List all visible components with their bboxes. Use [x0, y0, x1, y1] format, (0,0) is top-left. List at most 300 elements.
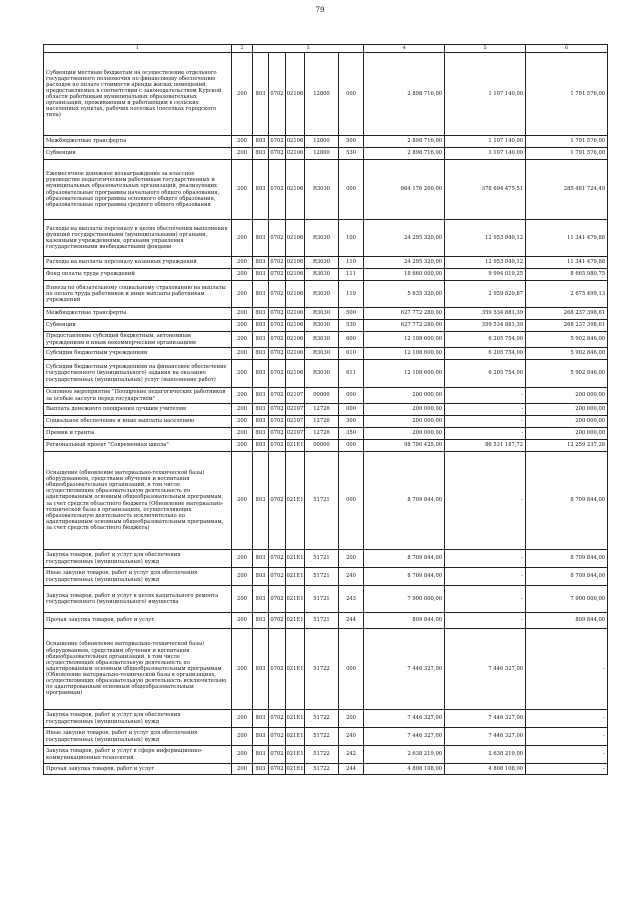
code-direction: 12726 — [305, 404, 339, 416]
code-ved: 803 — [253, 348, 269, 360]
code-gr: 200 — [232, 360, 253, 388]
value-executed: 2 638 219,00 — [445, 746, 526, 764]
header-col-3: 3 — [253, 45, 364, 53]
header-col-5: 5 — [445, 45, 526, 53]
row-description: Расходы на выплаты персоналу казенных учреждений — [44, 257, 232, 269]
code-gr: 200 — [232, 320, 253, 332]
code-program: 021E1 — [286, 452, 305, 550]
code-section: 0702 — [269, 257, 286, 269]
row-description: Субсидии бюджетным учреждениям на финансовое обеспечение государственного (муниципального) задания на оказание государственных (муниципальных) услуг (выполнение работ) — [44, 360, 232, 388]
code-program: 021E1 — [286, 550, 305, 568]
value-remaining: 11 341 479,88 — [526, 257, 608, 269]
table-row — [44, 629, 608, 710]
table-row — [44, 764, 608, 775]
value-executed: - — [445, 452, 526, 550]
code-section: 0702 — [269, 136, 286, 148]
code-program: 021E1 — [286, 613, 305, 629]
value-executed: 1 107 140,00 — [445, 53, 526, 136]
code-gr: 200 — [232, 586, 253, 613]
value-planned: 24 295 320,00 — [364, 220, 445, 257]
value-planned: 200 000,00 — [364, 388, 445, 404]
value-planned: 664 176 200,00 — [364, 160, 445, 220]
code-ved: 803 — [253, 320, 269, 332]
code-vr: 000 — [339, 629, 364, 710]
code-vr: 610 — [339, 348, 364, 360]
code-section: 0702 — [269, 764, 286, 775]
code-ved: 803 — [253, 613, 269, 629]
page-number: 79 — [315, 6, 325, 14]
value-planned: 7 446 327,00 — [364, 629, 445, 710]
value-executed: 12 953 840,12 — [445, 220, 526, 257]
code-vr: 000 — [339, 452, 364, 550]
table-row — [44, 281, 608, 308]
value-remaining: 1 791 576,00 — [526, 53, 608, 136]
value-planned: 12 108 600,00 — [364, 348, 445, 360]
row-description: Закупка товаров, работ и услуг для обеспечения государственных (муниципальных) нужд — [44, 710, 232, 728]
value-remaining: 268 237 398,61 — [526, 308, 608, 320]
code-vr: 000 — [339, 404, 364, 416]
row-description: Оснащение (обновление материально-технической базы) оборудованием, средствами обучения и воспитания общеобразовательных организаций, в том числе осуществляющих образовательную деятельность по адаптированным основным общеобразовательным программам (Обновление материально-технической базы в организациях, осуществляющих образовательную деятельность исключительно по адаптированным основным общеобразовательным программам) — [44, 629, 232, 710]
code-vr: 000 — [339, 440, 364, 452]
code-direction: 51722 — [305, 728, 339, 746]
table-row — [44, 550, 608, 568]
code-gr: 200 — [232, 416, 253, 428]
code-ved: 803 — [253, 404, 269, 416]
code-program: 021E1 — [286, 440, 305, 452]
code-program: 02106 — [286, 332, 305, 348]
value-remaining: 285 481 724,49 — [526, 160, 608, 220]
code-vr: 100 — [339, 220, 364, 257]
value-planned: 4 808 108,00 — [364, 764, 445, 775]
code-direction: 00000 — [305, 388, 339, 404]
value-planned: 98 790 425,00 — [364, 440, 445, 452]
code-gr: 200 — [232, 568, 253, 586]
value-executed: 86 531 187,72 — [445, 440, 526, 452]
value-executed: 359 534 881,39 — [445, 320, 526, 332]
code-program: 02106 — [286, 269, 305, 281]
code-vr: 530 — [339, 320, 364, 332]
row-description: Региональный проект "Современная школа" — [44, 440, 232, 452]
value-remaining: 200 000,00 — [526, 416, 608, 428]
code-vr: 000 — [339, 160, 364, 220]
code-ved: 803 — [253, 728, 269, 746]
code-section: 0702 — [269, 440, 286, 452]
value-planned: 200 000,00 — [364, 404, 445, 416]
code-gr: 200 — [232, 136, 253, 148]
code-vr: 110 — [339, 257, 364, 269]
code-direction: 51721 — [305, 568, 339, 586]
code-vr: 500 — [339, 308, 364, 320]
code-section: 0702 — [269, 629, 286, 710]
code-direction: R3030 — [305, 160, 339, 220]
code-ved: 803 — [253, 148, 269, 160]
code-direction: R3030 — [305, 320, 339, 332]
code-program: 02106 — [286, 53, 305, 136]
code-ved: 803 — [253, 257, 269, 269]
code-program: 02106 — [286, 320, 305, 332]
code-ved: 803 — [253, 136, 269, 148]
value-planned: 8 709 844,00 — [364, 568, 445, 586]
value-remaining: 12 259 237,28 — [526, 440, 608, 452]
value-executed: 7 446 327,00 — [445, 629, 526, 710]
code-section: 0702 — [269, 710, 286, 728]
table-row — [44, 332, 608, 348]
code-vr: 243 — [339, 586, 364, 613]
code-program: 021E1 — [286, 568, 305, 586]
code-direction: R3030 — [305, 257, 339, 269]
code-direction: 51722 — [305, 710, 339, 728]
code-section: 0702 — [269, 269, 286, 281]
row-description: Прочая закупка товаров, работ и услуг — [44, 613, 232, 629]
code-direction: 51721 — [305, 550, 339, 568]
row-description: Субвенции — [44, 320, 232, 332]
code-vr: 200 — [339, 710, 364, 728]
code-gr: 200 — [232, 613, 253, 629]
code-vr: 300 — [339, 416, 364, 428]
code-section: 0702 — [269, 452, 286, 550]
code-ved: 803 — [253, 360, 269, 388]
value-executed: - — [445, 568, 526, 586]
row-description: Ежемесячное денежное вознаграждение за классное руководство педагогическим работникам государственных и муниципальных образовательных организаций, реализующих образовательные программы начального общего образования, образовательные программы основного общего образования, образовательные программы среднего общего образования — [44, 160, 232, 220]
code-section: 0702 — [269, 332, 286, 348]
code-gr: 200 — [232, 764, 253, 775]
row-description: Основное мероприятие "Поощрение педагогических работников за особые заслуги перед государством" — [44, 388, 232, 404]
value-planned: 8 709 844,00 — [364, 452, 445, 550]
value-planned: 809 844,00 — [364, 613, 445, 629]
header-col-1: 1 — [44, 45, 232, 53]
code-ved: 803 — [253, 160, 269, 220]
code-program: 021E1 — [286, 629, 305, 710]
code-ved: 803 — [253, 269, 269, 281]
value-remaining: 8 709 844,00 — [526, 452, 608, 550]
code-gr: 200 — [232, 348, 253, 360]
code-gr: 200 — [232, 281, 253, 308]
table-row — [44, 710, 608, 728]
code-gr: 200 — [232, 160, 253, 220]
code-section: 0702 — [269, 148, 286, 160]
code-gr: 200 — [232, 332, 253, 348]
table-row — [44, 257, 608, 269]
code-section: 0702 — [269, 160, 286, 220]
code-section: 0702 — [269, 388, 286, 404]
code-program: 02106 — [286, 148, 305, 160]
table-row — [44, 360, 608, 388]
value-remaining: 1 791 576,00 — [526, 148, 608, 160]
table-row — [44, 220, 608, 257]
code-section: 0702 — [269, 404, 286, 416]
code-program: 021E1 — [286, 586, 305, 613]
value-remaining: 7 900 000,00 — [526, 586, 608, 613]
code-vr: 200 — [339, 550, 364, 568]
table-row — [44, 746, 608, 764]
value-executed: 1 107 140,00 — [445, 148, 526, 160]
code-direction: 51721 — [305, 613, 339, 629]
code-vr: 000 — [339, 53, 364, 136]
value-remaining: 5 902 846,00 — [526, 348, 608, 360]
value-planned: 7 446 327,00 — [364, 710, 445, 728]
value-remaining: 8 665 980,75 — [526, 269, 608, 281]
code-ved: 803 — [253, 308, 269, 320]
code-ved: 803 — [253, 746, 269, 764]
code-section: 0702 — [269, 613, 286, 629]
code-vr: 244 — [339, 764, 364, 775]
code-gr: 200 — [232, 269, 253, 281]
table-row — [44, 728, 608, 746]
code-section: 0702 — [269, 53, 286, 136]
table-row — [44, 308, 608, 320]
code-vr: 242 — [339, 746, 364, 764]
code-section: 0702 — [269, 728, 286, 746]
value-executed: 4 808 108,00 — [445, 764, 526, 775]
code-section: 0702 — [269, 360, 286, 388]
value-executed: 6 205 754,00 — [445, 360, 526, 388]
code-vr: 244 — [339, 613, 364, 629]
code-section: 0702 — [269, 281, 286, 308]
table-row — [44, 452, 608, 550]
value-planned: 2 898 716,00 — [364, 148, 445, 160]
table-row — [44, 613, 608, 629]
code-vr: 611 — [339, 360, 364, 388]
table-row — [44, 440, 608, 452]
table-row — [44, 348, 608, 360]
row-description: Иные закупки товаров, работ и услуг для обеспечения государственных (муниципальных) нужд — [44, 728, 232, 746]
value-remaining: 8 709 844,00 — [526, 550, 608, 568]
row-description: Субсидии бюджетным учреждениям — [44, 348, 232, 360]
code-section: 0702 — [269, 428, 286, 440]
code-ved: 803 — [253, 220, 269, 257]
code-gr: 200 — [232, 629, 253, 710]
code-direction: R3030 — [305, 308, 339, 320]
code-direction: R3030 — [305, 269, 339, 281]
code-section: 0702 — [269, 746, 286, 764]
header-col-4: 4 — [364, 45, 445, 53]
code-section: 0702 — [269, 320, 286, 332]
table-row — [44, 136, 608, 148]
value-remaining: 5 902 846,00 — [526, 332, 608, 348]
row-description: Премии и гранты — [44, 428, 232, 440]
code-direction: 12726 — [305, 428, 339, 440]
code-program: 021E1 — [286, 746, 305, 764]
code-gr: 200 — [232, 428, 253, 440]
code-direction: 51722 — [305, 764, 339, 775]
value-executed: 359 534 881,39 — [445, 308, 526, 320]
table-row — [44, 568, 608, 586]
value-executed: - — [445, 416, 526, 428]
table-row — [44, 320, 608, 332]
code-direction: 00000 — [305, 440, 339, 452]
code-program: 02107 — [286, 404, 305, 416]
value-remaining: 5 902 846,00 — [526, 360, 608, 388]
code-program: 02106 — [286, 136, 305, 148]
row-description: Расходы на выплаты персоналу в целях обеспечения выполнения функций государственными (муниципальными) органами, казенными учреждениями, органами управления государственными внебюджетными фондами — [44, 220, 232, 257]
value-planned: 200 000,00 — [364, 428, 445, 440]
value-executed: 1 107 140,00 — [445, 136, 526, 148]
code-ved: 803 — [253, 586, 269, 613]
header-col-6: 6 — [526, 45, 608, 53]
value-remaining: - — [526, 629, 608, 710]
code-program: 021E1 — [286, 710, 305, 728]
code-section: 0702 — [269, 308, 286, 320]
table-row — [44, 404, 608, 416]
value-remaining: - — [526, 746, 608, 764]
code-program: 02106 — [286, 220, 305, 257]
code-ved: 803 — [253, 550, 269, 568]
table-row — [44, 53, 608, 136]
row-description: Межбюджетные трансферты — [44, 308, 232, 320]
code-vr: 240 — [339, 728, 364, 746]
code-ved: 803 — [253, 332, 269, 348]
value-planned: 12 108 600,00 — [364, 360, 445, 388]
code-gr: 200 — [232, 440, 253, 452]
code-gr: 200 — [232, 710, 253, 728]
code-ved: 803 — [253, 388, 269, 404]
code-direction: 51721 — [305, 452, 339, 550]
value-remaining: 200 000,00 — [526, 388, 608, 404]
code-section: 0702 — [269, 348, 286, 360]
value-executed: - — [445, 613, 526, 629]
code-gr: 200 — [232, 452, 253, 550]
code-program: 02106 — [286, 308, 305, 320]
value-remaining: 1 791 576,00 — [526, 136, 608, 148]
value-executed: 7 446 327,00 — [445, 710, 526, 728]
code-vr: 240 — [339, 568, 364, 586]
code-direction: 51722 — [305, 746, 339, 764]
code-section: 0702 — [269, 220, 286, 257]
table-row — [44, 269, 608, 281]
code-program: 02106 — [286, 257, 305, 269]
value-planned: 627 772 280,00 — [364, 320, 445, 332]
table-row — [44, 160, 608, 220]
header-col-2: 2 — [232, 45, 253, 53]
code-vr: 350 — [339, 428, 364, 440]
code-ved: 803 — [253, 440, 269, 452]
code-direction: R3030 — [305, 360, 339, 388]
code-gr: 200 — [232, 404, 253, 416]
table-row — [44, 416, 608, 428]
code-direction: 12800 — [305, 136, 339, 148]
value-executed: 2 959 820,87 — [445, 281, 526, 308]
code-ved: 803 — [253, 568, 269, 586]
budget-table — [43, 44, 608, 775]
value-remaining: 200 000,00 — [526, 428, 608, 440]
value-planned: 2 898 716,00 — [364, 53, 445, 136]
value-planned: 24 295 320,00 — [364, 257, 445, 269]
table-header-row — [44, 45, 608, 53]
code-gr: 200 — [232, 746, 253, 764]
code-program: 02107 — [286, 416, 305, 428]
code-program: 02106 — [286, 360, 305, 388]
value-planned: 8 709 844,00 — [364, 550, 445, 568]
value-planned: 18 660 000,00 — [364, 269, 445, 281]
value-executed: 6 205 754,00 — [445, 332, 526, 348]
row-description: Закупка товаров, работ и услуг в сфере информационно-коммуникационных технологий — [44, 746, 232, 764]
code-direction: R3030 — [305, 332, 339, 348]
value-executed: 7 446 327,00 — [445, 728, 526, 746]
code-direction: 51721 — [305, 586, 339, 613]
row-description: Закупка товаров, работ и услуг для обеспечения государственных (муниципальных) нужд — [44, 550, 232, 568]
value-planned: 2 638 219,00 — [364, 746, 445, 764]
table-row — [44, 586, 608, 613]
row-description: Выплата денежного поощрения лучшим учителям — [44, 404, 232, 416]
row-description: Субвенции — [44, 148, 232, 160]
value-planned: 5 635 320,00 — [364, 281, 445, 308]
code-ved: 803 — [253, 452, 269, 550]
code-ved: 803 — [253, 629, 269, 710]
value-remaining: 11 341 479,88 — [526, 220, 608, 257]
code-vr: 530 — [339, 148, 364, 160]
row-description: Оснащение (обновление материально-технической базы) оборудованием, средствами обучения и воспитания общеобразовательных организаций, в том числе осуществляющих образовательную деятельность по адаптированным основным общеобразовательным программам, за счет средств областного бюджета (Обновление материально-технической базы в организациях, осуществляющих образовательную деятельность исключительно по адаптированным основным общеобразовательным программам, за счет средств областного бюджета) — [44, 452, 232, 550]
code-program: 02107 — [286, 388, 305, 404]
value-planned: 7 900 000,00 — [364, 586, 445, 613]
value-remaining: 809 844,00 — [526, 613, 608, 629]
code-gr: 200 — [232, 148, 253, 160]
code-vr: 000 — [339, 388, 364, 404]
value-executed: 12 953 840,12 — [445, 257, 526, 269]
code-vr: 111 — [339, 269, 364, 281]
row-description: Взносы по обязательному социальному страхованию на выплаты по оплате труда работников и иные выплаты работникам учреждений — [44, 281, 232, 308]
table-row — [44, 148, 608, 160]
code-direction: 12800 — [305, 53, 339, 136]
row-description: Предоставление субсидий бюджетным, автономным учреждениям и иным некоммерческим организациям — [44, 332, 232, 348]
value-remaining: 200 000,00 — [526, 404, 608, 416]
code-gr: 200 — [232, 53, 253, 136]
value-executed: - — [445, 550, 526, 568]
table-row — [44, 428, 608, 440]
value-executed: - — [445, 586, 526, 613]
value-remaining: - — [526, 710, 608, 728]
row-description: Фонд оплаты труда учреждений — [44, 269, 232, 281]
code-vr: 600 — [339, 332, 364, 348]
value-remaining: 8 709 844,00 — [526, 568, 608, 586]
code-direction: 12800 — [305, 148, 339, 160]
value-remaining: 2 675 499,13 — [526, 281, 608, 308]
code-ved: 803 — [253, 764, 269, 775]
code-ved: 803 — [253, 710, 269, 728]
code-gr: 200 — [232, 308, 253, 320]
code-section: 0702 — [269, 568, 286, 586]
value-executed: - — [445, 404, 526, 416]
code-ved: 803 — [253, 416, 269, 428]
code-program: 02106 — [286, 281, 305, 308]
code-gr: 200 — [232, 220, 253, 257]
code-section: 0702 — [269, 550, 286, 568]
value-executed: 6 205 754,00 — [445, 348, 526, 360]
value-planned: 12 108 600,00 — [364, 332, 445, 348]
code-vr: 119 — [339, 281, 364, 308]
value-executed: 378 694 475,51 — [445, 160, 526, 220]
value-remaining: - — [526, 728, 608, 746]
row-description: Прочая закупка товаров, работ и услуг — [44, 764, 232, 775]
code-ved: 803 — [253, 428, 269, 440]
value-planned: 2 898 716,00 — [364, 136, 445, 148]
code-direction: R3030 — [305, 348, 339, 360]
code-gr: 200 — [232, 388, 253, 404]
code-program: 021E1 — [286, 764, 305, 775]
value-executed: - — [445, 428, 526, 440]
code-direction: R3030 — [305, 281, 339, 308]
value-planned: 7 446 327,00 — [364, 728, 445, 746]
code-direction: R3030 — [305, 220, 339, 257]
code-direction: 12726 — [305, 416, 339, 428]
code-program: 02106 — [286, 160, 305, 220]
code-ved: 803 — [253, 53, 269, 136]
value-remaining: - — [526, 764, 608, 775]
row-description: Субвенции местным бюджетам на осуществление отдельного государственного полномочия по финансовому обеспечению расходов по оплате стоимости аренды жилых помещений, предоставляемых в соответствии с законодательством Курской области работникам муниципальных образовательных организаций, проживающим и работающим в сельских населенных пунктах, рабочих поселках (поселках городского типа) — [44, 53, 232, 136]
value-planned: 627 772 280,00 — [364, 308, 445, 320]
row-description: Социальное обеспечение и иные выплаты населению — [44, 416, 232, 428]
value-executed: - — [445, 388, 526, 404]
code-gr: 200 — [232, 550, 253, 568]
